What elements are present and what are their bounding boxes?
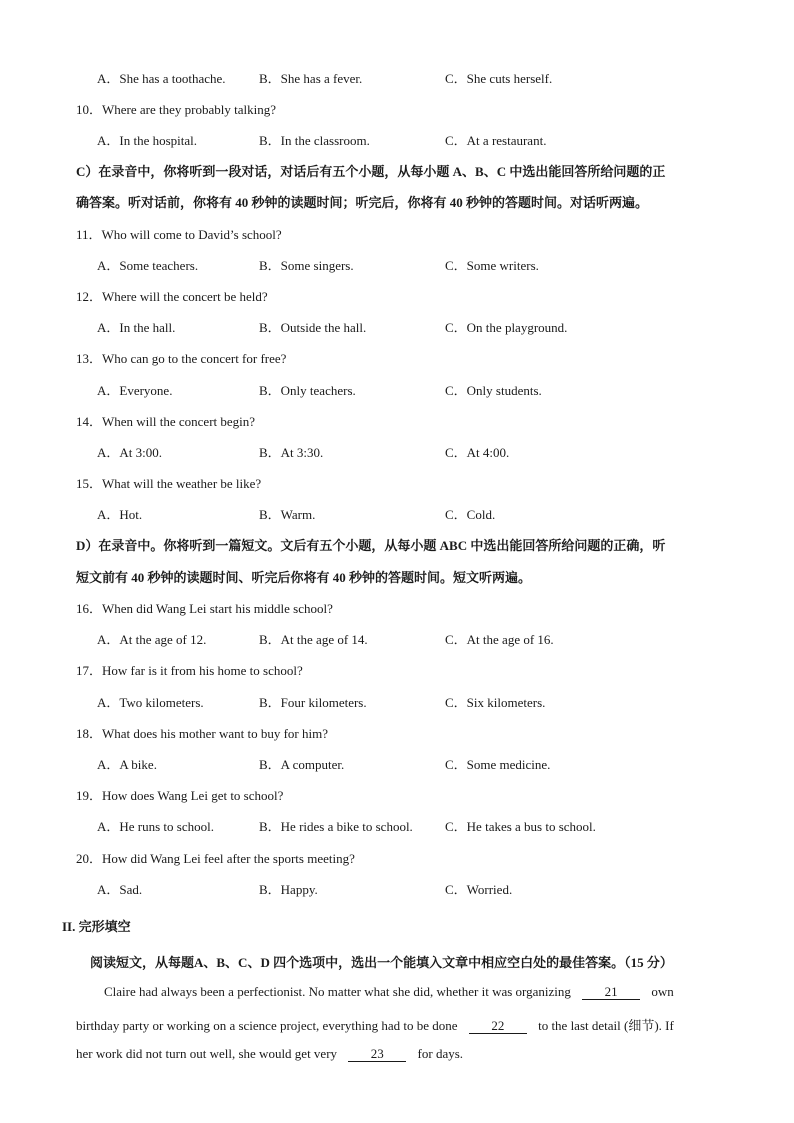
q19-option-a: A．He runs to school. <box>97 819 214 834</box>
q12-option-b: B．Outside the hall. <box>259 320 367 335</box>
q10-option-c: C．At a restaurant. <box>445 133 547 148</box>
q13-question: 13．Who can go to the concert for free? <box>76 351 287 366</box>
q15-option-b: B．Warm. <box>259 507 316 522</box>
q19-option-b: B．He rides a bike to school. <box>259 819 413 834</box>
q18-options <box>97 754 757 772</box>
part2-title: II. 完形填空 <box>62 919 131 934</box>
q19-options <box>97 816 757 834</box>
q12-question: 12．Where will the concert be held? <box>76 289 268 304</box>
passage-line2-end: to the last detail (细节). If <box>538 1018 674 1033</box>
q12-option-c: C．On the playground. <box>445 320 568 335</box>
q15-option-c: C．Cold. <box>445 507 496 522</box>
passage-line1-end: own <box>651 984 674 999</box>
q14-option-a: A．At 3:00. <box>97 445 163 460</box>
q20-options <box>97 879 757 897</box>
section-d-instruction-line1: D）在录音中。你将听到一篇短文。文后有五个小题，从每小题 ABC 中选出能回答所给问题的正确，听 <box>76 538 666 553</box>
q11-option-b: B．Some singers. <box>259 258 354 273</box>
q17-option-b: B．Four kilometers. <box>259 695 367 710</box>
q14-options <box>97 442 757 460</box>
section-c-instruction-line1: C）在录音中，你将听到一段对话，对话后有五个小题，从每小题 A、B、C 中选出能回答所给问题的正 <box>76 164 666 179</box>
q11-option-a: A．Some teachers. <box>97 258 199 273</box>
q20-option-a: A．Sad. <box>97 882 143 897</box>
q9-options <box>97 68 757 86</box>
q20-question: 20．How did Wang Lei feel after the sports meeting? <box>76 851 355 866</box>
q18-question: 18．What does his mother want to buy for him? <box>76 726 329 741</box>
q10-option-a: A．In the hospital. <box>97 133 198 148</box>
q12-option-a: A．In the hall. <box>97 320 176 335</box>
q17-option-c: C．Six kilometers. <box>445 695 546 710</box>
q15-question: 15．What will the weather be like? <box>76 476 262 491</box>
passage-line1-text: Claire had always been a perfectionist. No matter what she did, whether it was organizing <box>104 984 571 999</box>
q16-option-a: A．At the age of 12. <box>97 632 207 647</box>
q15-options <box>97 504 757 522</box>
passage-line1 <box>104 984 674 1000</box>
blank-23[interactable]: 23 <box>348 1047 406 1062</box>
q17-question: 17．How far is it from his home to school? <box>76 663 303 678</box>
q11-options <box>97 255 757 273</box>
q17-option-a: A．Two kilometers. <box>97 695 204 710</box>
passage-line3 <box>76 1046 463 1062</box>
q17-options <box>97 692 757 710</box>
passage-line3-end: for days. <box>417 1046 464 1061</box>
part2-instruction: 阅读短文，从每题A、B、C、D 四个选项中，选出一个能填入文章中相应空白处的最佳答案。（15 分） <box>90 955 673 970</box>
q13-option-c: C．Only students. <box>445 383 542 398</box>
q19-question: 19．How does Wang Lei get to school? <box>76 788 284 803</box>
q10-question: 10．Where are they probably talking? <box>76 102 276 117</box>
q19-option-c: C．He takes a bus to school. <box>445 819 596 834</box>
q14-option-b: B．At 3:30. <box>259 445 324 460</box>
q10-options <box>97 130 757 148</box>
passage-line2-text: birthday party or working on a science project, everything had to be done <box>76 1018 458 1033</box>
q16-question: 16．When did Wang Lei start his middle school? <box>76 601 333 616</box>
blank-22[interactable]: 22 <box>469 1019 527 1034</box>
q13-option-a: A．Everyone. <box>97 383 173 398</box>
q11-option-c: C．Some writers. <box>445 258 539 273</box>
q18-option-c: C．Some medicine. <box>445 757 551 772</box>
q14-option-c: C．At 4:00. <box>445 445 510 460</box>
section-c-instruction-line2: 确答案。听对话前，你将有 40 秒钟的读题时间；听完后，你将有 40 秒钟的答题时间。对话听两遍。 <box>76 195 649 210</box>
q14-question: 14．When will the concert begin? <box>76 414 256 429</box>
passage-line2 <box>76 1015 674 1034</box>
q16-option-c: C．At the age of 16. <box>445 632 554 647</box>
q15-option-a: A．Hot. <box>97 507 143 522</box>
q13-option-b: B．Only teachers. <box>259 383 356 398</box>
q11-question: 11．Who will come to David’s school? <box>76 227 282 242</box>
section-d-instruction-line2: 短文前有 40 秒钟的读题时间、听完后你将有 40 秒钟的答题时间。短文听两遍。 <box>76 570 532 585</box>
q18-option-b: B．A computer. <box>259 757 345 772</box>
q9-option-a: A．She has a toothache. <box>97 71 226 86</box>
q20-option-c: C．Worried. <box>445 882 513 897</box>
blank-21[interactable]: 21 <box>582 985 640 1000</box>
q16-option-b: B．At the age of 14. <box>259 632 368 647</box>
passage-line3-text: her work did not turn out well, she would get very <box>76 1046 338 1061</box>
q13-options <box>97 380 757 398</box>
q9-option-b: B．She has a fever. <box>259 71 363 86</box>
q9-option-c: C．She cuts herself. <box>445 71 553 86</box>
q18-option-a: A．A bike. <box>97 757 157 772</box>
q12-options <box>97 317 757 335</box>
q10-option-b: B．In the classroom. <box>259 133 370 148</box>
q16-options <box>97 629 757 647</box>
q20-option-b: B．Happy. <box>259 882 318 897</box>
